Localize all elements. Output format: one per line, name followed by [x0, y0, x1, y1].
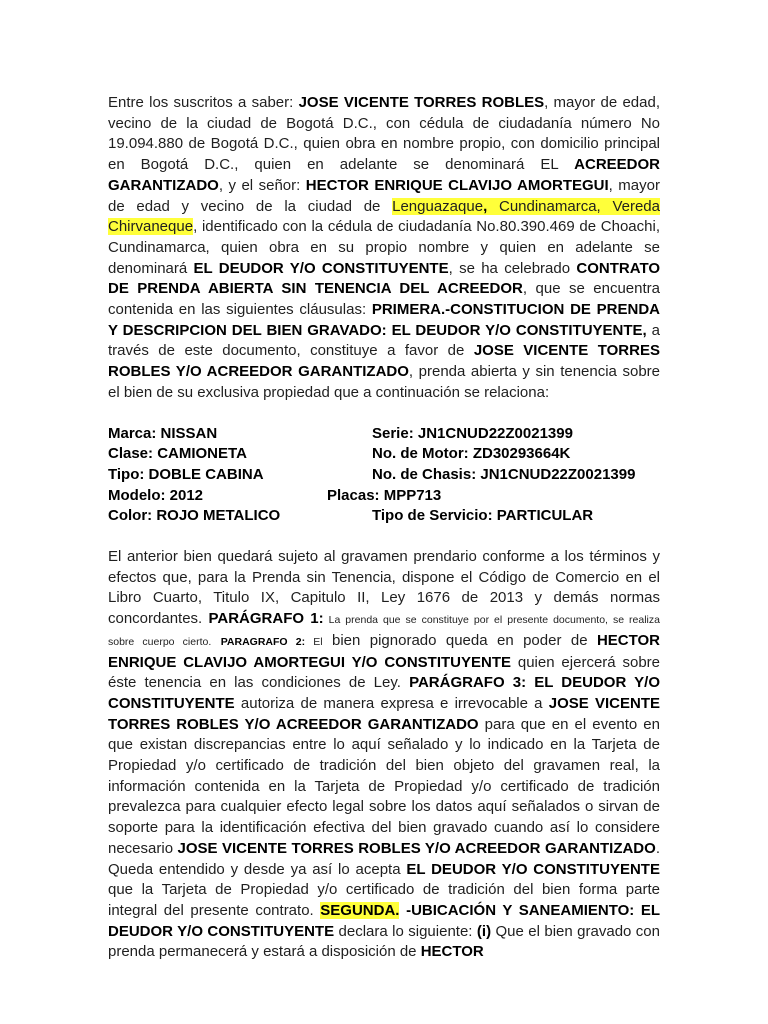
spec-modelo: Modelo: 2012 [108, 486, 204, 504]
clause-second-title: -UBICACIÓN Y SANEAMIENTO: EL DEUDOR Y/O CONSTITUYENTE [108, 901, 661, 940]
text-run: Entre los suscritos a saber: [108, 94, 299, 111]
text-run: , que se encuentra contenida en las siguientes cláusulas: [108, 280, 660, 319]
spec-servicio: Tipo de Servicio: PARTICULAR [372, 507, 594, 525]
spec-color: Color: ROJO METALICO [108, 507, 281, 525]
creditor-reference: JOSE VICENTE TORRES ROBLES Y/O ACREEDOR GARANTIZADO [177, 839, 656, 857]
item-marker: (i) [476, 922, 492, 940]
text-run: , y el señor: [218, 176, 306, 194]
text-run [211, 632, 220, 649]
debtor-reference: HECTOR ENRIQUE CLAVIJO AMORTEGUI Y/O CONSTITUYENTE [108, 631, 660, 671]
creditor-name: JOSE VICENTE TORRES ROBLES [298, 94, 545, 111]
text-run: , identificado con la cédula de ciudadanía No.80.390.469 de Choachi, Cundinamarca, quien obra en su propio nombre y quien en adelante se denominará [108, 218, 660, 277]
spec-marca: Marca: NISSAN [108, 424, 218, 442]
text-run: para que en el evento en que existan discrepancias entre lo aquí señalado y lo indicado en la Tarjeta de Propiedad y/o certificado de tradición del bien objeto del gravamen real, la información contenida en la Tarjeta de Propiedad y/o certificado de tradición prevalezca para cualquier efecto legal sobre los datos aquí señalados o sirvan de soporte para la identificación efectiva del bien gravado cuando así lo considere necesario [108, 715, 660, 857]
creditor-reference: JOSE VICENTE TORRES ROBLES Y/O ACREEDOR GARANTIZADO [108, 342, 660, 381]
contract-title: CONTRATO DE PRENDA ABIERTA SIN TENENCIA DEL ACREEDOR [108, 259, 660, 298]
vehicle-specs [108, 424, 660, 527]
parties-paragraph [108, 93, 660, 404]
debtor-role: EL DEUDOR Y/O CONSTITUYENTE [193, 259, 449, 277]
paragraph-1-heading: PARÁGRAFO 1: [208, 610, 324, 628]
spec-row [108, 486, 660, 507]
debtor-name: HECTOR ENRIQUE CLAVIJO AMORTEGUI [305, 176, 609, 194]
spec-motor: No. de Motor: ZD30293664K [372, 445, 571, 463]
text-run: Que el bien gravado con prenda permanecerá y estará a disposición de [108, 922, 660, 961]
highlighted-town: Lenguazaque [392, 197, 484, 215]
spec-row [108, 506, 660, 527]
creditor-role: ACREEDOR GARANTIZADO [108, 156, 660, 194]
clause-first-heading: PRIMERA.-CONSTITUCION DE PRENDA Y DESCRIPCION DEL BIEN GRAVADO: EL DEUDOR Y/O CONSTITUYENTE, [108, 301, 660, 339]
highlighted-location: Cundinamarca, Vereda Chirvaneque [108, 197, 660, 236]
spec-placas: Placas: MPP713 [327, 486, 442, 504]
clauses-paragraph [108, 547, 660, 963]
text-run: El anterior bien quedará sujeto al gravamen prendario conforme a los términos y efectos que, para la Prenda sin Tenencia, dispone el Código de Comercio en el Libro Cuarto, Titulo IX, Capitulo II, Ley 1676 de 2013 y demás normas concordantes. [108, 547, 660, 628]
text-run: quien ejercerá sobre éste tenencia en las condiciones de Ley. [108, 653, 660, 692]
text-run: a través de este documento, constituye a favor de [108, 321, 660, 360]
highlighted-comma: , [483, 197, 488, 215]
text-run: bien pignorado queda en poder de [322, 631, 597, 649]
text-run: declara lo siguiente: [334, 922, 477, 940]
text-run: , prenda abierta y sin tenencia sobre el bien de su exclusiva propiedad que a continuación se relaciona: [108, 363, 660, 401]
document-page [108, 93, 660, 963]
spec-clase: Clase: CAMIONETA [108, 445, 247, 463]
spec-row [108, 465, 660, 486]
debtor-role: EL DEUDOR Y/O CONSTITUYENTE [406, 860, 660, 878]
creditor-reference: JOSE VICENTE TORRES ROBLES Y/O ACREEDOR GARANTIZADO [108, 694, 660, 733]
text-run: , mayor de edad y vecino de la ciudad de [108, 176, 660, 215]
spec-chasis: No. de Chasis: JN1CNUD22Z0021399 [372, 465, 636, 483]
text-run: . Queda entendido y desde ya así lo acepta [108, 839, 660, 878]
small-note: La prenda que se constituye por el presente documento, se realiza sobre cuerpo cierto. [108, 614, 660, 648]
spec-row [108, 424, 660, 445]
text-run: autoriza de manera expresa e irrevocable a [234, 694, 549, 712]
spec-tipo: Tipo: DOBLE CABINA [108, 465, 264, 483]
spec-serie: Serie: JN1CNUD22Z0021399 [372, 424, 573, 442]
paragraph-2-heading: PARAGRAFO 2: [220, 635, 306, 648]
clause-second-heading: SEGUNDA. [320, 901, 400, 919]
small-word: El [305, 635, 323, 648]
text-run: , se ha celebrado [448, 259, 577, 277]
paragraph-3-heading: PARÁGRAFO 3: EL DEUDOR Y/O CONSTITUYENTE [108, 674, 660, 712]
text-run: , mayor de edad, vecino de la ciudad de Bogotá D.C., con cédula de ciudadanía número No 19.094.880 de Bogotá D.C., quien obra en nombre propio, con domicilio principal en Bogotá D.C., quien en adelante se denominará EL [108, 94, 660, 174]
spec-row [108, 444, 660, 465]
debtor-name-start: HECTOR [420, 943, 484, 961]
text-run: que la Tarjeta de Propiedad y/o certificado de tradición del bien forma parte integral del presente contrato. [108, 881, 660, 919]
